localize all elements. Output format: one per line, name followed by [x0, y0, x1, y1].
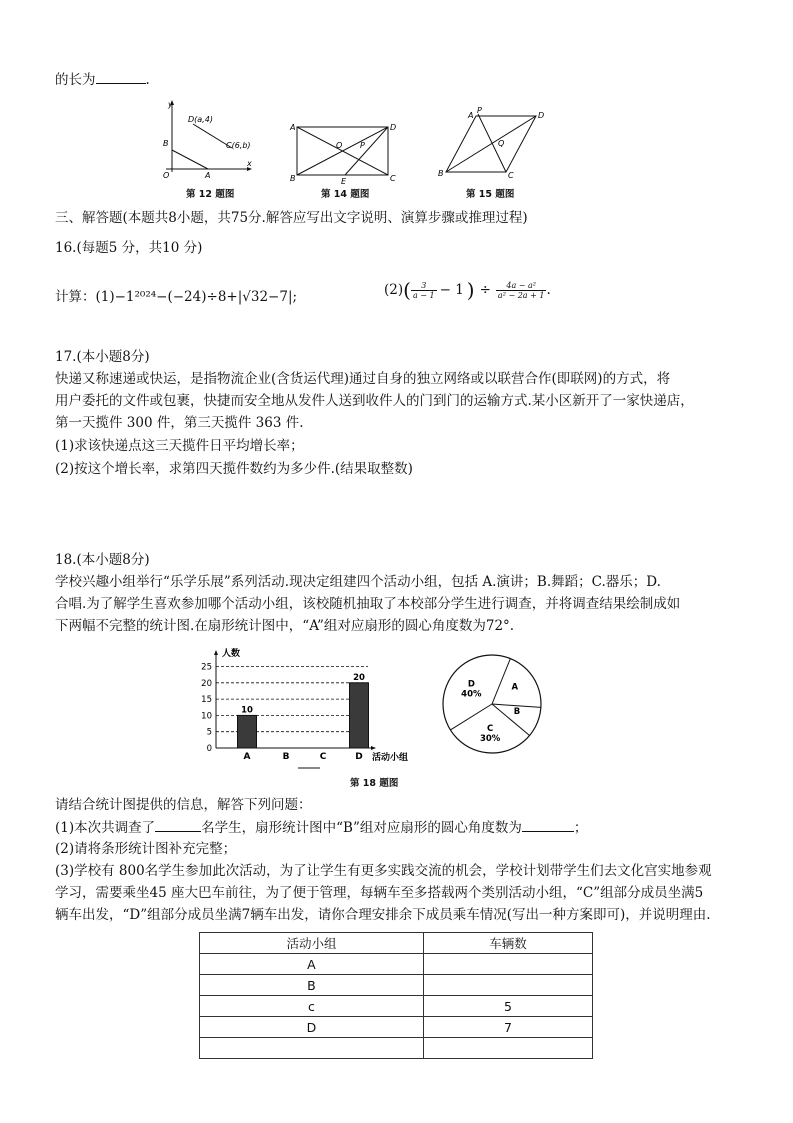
- q16-expr1: (1)−1²⁰²⁴−(−24)÷8+|√32−7|;: [95, 289, 298, 305]
- q18-line-1: 学校兴趣小组举行“乐学乐展”系列活动.现决定组建四个活动小组，包括 A.演讲；B.舞蹈；C.器乐；D.: [55, 574, 661, 590]
- bus-table: [199, 932, 593, 1059]
- pie-label-B: B: [513, 707, 521, 718]
- q18-line-2: 合唱.为了解学生喜欢参加哪个活动小组，该校随机抽取了本校部分学生进行调查，并将调查结果绘制成如: [55, 596, 681, 612]
- y-tick-label: 15: [201, 695, 212, 706]
- table-header-group: 活动小组: [200, 933, 424, 954]
- answer-blank: [155, 818, 201, 832]
- table-cell-buses: 5: [423, 996, 592, 1017]
- q18-sub3-line-2: 学习，需要乘坐45 座大巴车前往，为了便于管理，每辆车至多搭载两个类别活动小组，“C”组部分成员坐满5: [55, 885, 704, 901]
- pie-label-A: A: [511, 682, 519, 693]
- q16-prefix: 计算：: [55, 289, 96, 305]
- bar-chart: [190, 644, 420, 776]
- label-y: y: [168, 100, 173, 109]
- q16-end: .: [546, 282, 551, 298]
- pie-percent-D: 40%: [461, 689, 482, 700]
- q16-title: 16.(每题5 分，共10 分): [55, 240, 203, 256]
- q18-sub2: (2)请将条形统计图补充完整；: [55, 841, 237, 857]
- label-o: O: [163, 171, 170, 180]
- q18-sub1: [55, 818, 587, 837]
- table-row: [200, 954, 593, 975]
- q18-ask: 请结合统计图提供的信息，解答下列问题：: [55, 797, 312, 813]
- bar-D: [350, 683, 369, 748]
- fig18-caption: 第 18 题图: [350, 778, 399, 789]
- q17-line-2: 用户委托的文件或包裹，快捷而安全地从发件人送到收件人的门到门的运输方式.某小区新开了一家快递店，: [55, 393, 694, 409]
- q17-line-3: 第一天揽件 300 件，第三天揽件 363 件.: [55, 415, 304, 431]
- fraction-1-den: a − 1: [412, 290, 435, 300]
- table-cell-group: A: [200, 954, 424, 975]
- table-row: [200, 996, 593, 1017]
- category-label: A: [243, 752, 251, 762]
- label-c: C: [390, 174, 396, 183]
- q17-line-1: 快递又称速递或快运，是指物流企业(含货运代理)通过自身的独立网络或以联营合作(即联网)的方式，将: [55, 371, 671, 387]
- answer-blank: [522, 818, 574, 832]
- fraction-1: [411, 281, 437, 300]
- table-header-row: [200, 933, 593, 954]
- label-q: Q: [498, 139, 505, 148]
- q18-sub3-line-3: 辆车出发，“D”组部分成员坐满7辆车出发，请你合理安排余下成员乘车情况(写出一种方案即可)，并说明理由.: [55, 907, 711, 923]
- label-a: A: [468, 111, 474, 120]
- y-tick-label: 20: [201, 678, 212, 689]
- figure-12: [158, 98, 258, 180]
- q18-sub3-line-1: (3)学校有 800名学生参加此次活动，为了让学生有更多实践交流的机会，学校计划带学生们去文化宫实地参观: [55, 863, 712, 879]
- table-cell-group: c: [200, 996, 424, 1017]
- label-b: B: [438, 169, 444, 178]
- fraction-2-den: a² − 2a + 1: [497, 290, 545, 300]
- top-line-text: 的长为: [55, 72, 96, 88]
- top-line: [55, 70, 150, 89]
- label-c: C: [508, 171, 514, 180]
- section3-heading: 三、解答题(本题共8小题，共75分.解答应写出文字说明、演算步骤或推理过程): [55, 210, 528, 226]
- label-x: x: [247, 159, 252, 168]
- fraction-2: [496, 281, 547, 300]
- table-cell-buses: [423, 975, 592, 996]
- label-a: A: [290, 123, 296, 132]
- q18-sub1-c: ；: [573, 820, 588, 836]
- pie-chart: [440, 650, 550, 760]
- line-ab: [172, 150, 208, 169]
- figure-15: [434, 104, 552, 180]
- label-p: P: [360, 141, 365, 150]
- bar-value-label: 10: [241, 705, 253, 716]
- table-cell-buses: 7: [423, 1017, 592, 1038]
- q18-sub1-b: 名学生，扇形统计图中“B”组对应扇形的圆心角度数为: [201, 820, 522, 836]
- label-d: D(a,4): [188, 115, 213, 124]
- q16-part2-label: (2): [384, 282, 404, 298]
- table-row: [200, 1017, 593, 1038]
- y-tick-label: 25: [201, 662, 212, 673]
- top-line-end: .: [145, 72, 150, 88]
- divide-sign: ÷: [479, 282, 491, 298]
- y-tick-label: 5: [206, 727, 212, 738]
- category-label: D: [355, 752, 363, 762]
- bar-y-arrow: [214, 650, 218, 655]
- fig15-caption: 第 15 题图: [466, 189, 515, 200]
- table-cell-group: [200, 1038, 424, 1059]
- figure-14: [286, 118, 398, 184]
- label-b: B: [290, 174, 296, 183]
- q16-part1: [55, 288, 297, 306]
- bar-x-label: 活动小组: [372, 753, 409, 763]
- bar-y-label: 人数: [222, 649, 241, 659]
- y-tick-label: 10: [201, 711, 212, 722]
- table-cell-buses: [423, 1038, 592, 1059]
- q18-line-3: 下两幅不完整的统计图.在扇形统计图中，“A”组对应扇形的圆心角度数为72°.: [55, 618, 515, 634]
- pie-percent-C: 30%: [479, 733, 501, 744]
- minus-one: − 1: [439, 282, 464, 298]
- table-row: [200, 975, 593, 996]
- category-label: C: [319, 752, 327, 762]
- label-e: E: [341, 177, 347, 184]
- q18-sub1-a: (1)本次共调查了: [55, 820, 156, 836]
- bar-x-arrow: [371, 746, 376, 750]
- q17-sub1: (1)求该快递点这三天揽件日平均增长率；: [55, 438, 304, 454]
- diagonal-bd: [446, 116, 536, 172]
- bar-A: [238, 715, 257, 748]
- table-row: [200, 1038, 593, 1059]
- label-p: P: [477, 106, 482, 115]
- q16-part2: [384, 280, 551, 300]
- category-label: B: [282, 752, 290, 762]
- table-cell-group: D: [200, 1017, 424, 1038]
- pie-label-D: D: [467, 679, 475, 690]
- answer-blank: [96, 70, 146, 84]
- q17-title: 17.(本小题8分): [55, 349, 150, 365]
- label-o: O: [336, 141, 343, 150]
- label-c: C(6,b): [226, 141, 251, 150]
- y-tick-label: 0: [206, 744, 212, 754]
- line-ed: [345, 127, 388, 175]
- label-d: D: [538, 111, 545, 120]
- label-d: D: [390, 123, 397, 132]
- fraction-1-num: 3: [421, 280, 427, 290]
- pie-label-C: C: [486, 723, 494, 734]
- right-paren: ): [466, 278, 475, 302]
- label-b: B: [163, 139, 169, 148]
- table-cell-group: B: [200, 975, 424, 996]
- fig14-caption: 第 14 题图: [321, 189, 370, 200]
- label-a: A: [205, 171, 211, 180]
- q18-title: 18.(本小题8分): [55, 552, 150, 568]
- table-cell-buses: [423, 954, 592, 975]
- table-header-buses: 车辆数: [423, 933, 592, 954]
- fig12-caption: 第 12 题图: [186, 189, 235, 200]
- fraction-2-num: 4a − a²: [506, 280, 536, 290]
- bar-value-label: 20: [353, 672, 365, 683]
- q17-sub2: (2)按这个增长率，求第四天揽件数约为多少件.(结果取整数): [55, 461, 413, 477]
- left-paren: (: [403, 278, 411, 302]
